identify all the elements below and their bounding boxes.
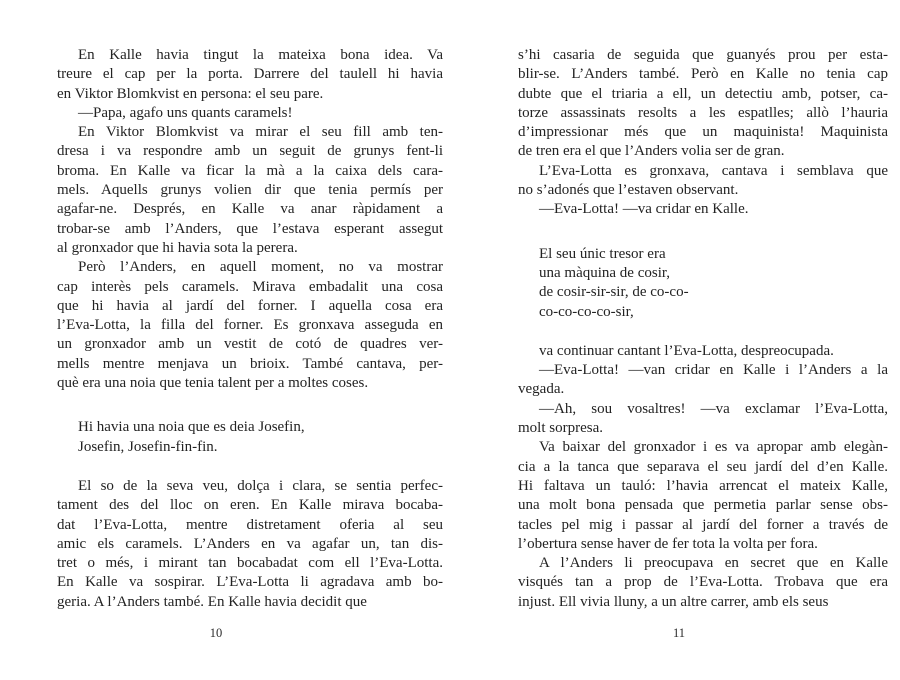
text-line: vegada. xyxy=(518,381,565,398)
text-line: tret o més, i mirant tan bocabadat com ell l’Eva-Lotta. xyxy=(57,555,443,572)
paragraph xyxy=(57,123,443,258)
text-line: cap interès pels caramels. Mirava embadalit una cosa xyxy=(57,278,443,295)
text-line: mells mentre menjava un brioix. També cantava, per- xyxy=(57,355,443,372)
text-line: injust. Ell vivia lluny, a un altre carrer, amb els seus xyxy=(518,593,829,610)
paragraph xyxy=(57,104,443,123)
text-line: torze assassinats resolts a les espatlles; allò l’hauria xyxy=(518,104,888,121)
text-line: què era una noia que tenia talent per a moltes coses. xyxy=(57,375,369,392)
text-line: al gronxador que hi havia sota la perera. xyxy=(57,239,298,256)
paragraph xyxy=(57,46,443,104)
paragraph xyxy=(518,554,888,612)
text-line: un gronxador amb un vestit de cotó de quadres ver- xyxy=(57,336,443,353)
text-line: agafar-ne. Després, en Kalle va anar ràpidament a xyxy=(57,201,443,218)
text-line: geria. A l’Anders també. En Kalle havia decidit que xyxy=(57,593,367,610)
text-line: l’obertura sense haver de fer tota la volta per fora. xyxy=(518,535,818,552)
text-line: En Kalle havia tingut la mateixa bona idea. Va xyxy=(78,47,443,63)
text-line: —Eva-Lotta! —van cridar en Kalle i l’Anders a la xyxy=(539,362,888,379)
text-line: no s’adonés que l’estaven observant. xyxy=(518,182,739,199)
page-number-left: 10 xyxy=(209,626,223,640)
paragraph xyxy=(518,361,888,400)
text-line: dubte que el triaria a ell, un detectiu amb, potser, ca- xyxy=(518,85,888,102)
text-line: En Kalle va sospirar. L’Eva-Lotta li agradava amb bo- xyxy=(57,574,443,591)
text-line: amic els caramels. L’Anders en va agafar un, tan dis- xyxy=(57,535,443,552)
page-right-text-column xyxy=(518,46,888,612)
text-line: El seu únic tresor era xyxy=(539,245,666,262)
text-line: tament des del lloc on eren. En Kalle mirava bocaba- xyxy=(57,497,443,514)
text-line: L’Eva-Lotta es gronxava, cantava i semblava que xyxy=(539,162,888,179)
text-line: d’impressionar més que un maquinista! Maquinista xyxy=(518,124,888,141)
text-line: Hi havia una noia que es deia Josefin, xyxy=(78,419,305,436)
text-line: va continuar cantant l’Eva-Lotta, despreocupada. xyxy=(539,342,834,359)
text-line: mels. Aquells grunys volien dir que tenia permís per xyxy=(57,182,443,199)
text-line: l’Eva-Lotta, la filla del forner. Es gronxava asseguda en xyxy=(57,317,443,334)
text-line: El so de la seva veu, dolça i clara, se sentia perfec- xyxy=(78,477,443,494)
text-line: broma. En Kalle va ficar la mà a la caixa dels cara- xyxy=(57,162,443,179)
text-line: Va baixar del gronxador i es va apropar amb elegàn- xyxy=(539,439,888,456)
paragraph xyxy=(518,438,888,554)
text-line: —Papa, agafo uns quants caramels! xyxy=(78,104,293,121)
paragraph xyxy=(518,46,888,162)
text-line: cia a la tanca que separava el seu jardí del d’en Kalle. xyxy=(518,458,888,475)
text-line: blir-se. L’Anders també. Però en Kalle no tenia cap xyxy=(518,66,888,83)
text-line: dat l’Eva-Lotta, mentre distretament oferia al seu xyxy=(57,516,443,533)
text-line: dresa i va respondre amb un seguit de grunys fent-li xyxy=(57,143,443,160)
text-line: de tren era el que l’Anders volia ser de gran. xyxy=(518,143,785,160)
verse-block xyxy=(518,245,888,322)
page-left-text-column xyxy=(57,46,443,612)
paragraph xyxy=(518,400,888,439)
text-line: molt sorpresa. xyxy=(518,420,603,437)
text-line: visqués tan a prop de l’Eva-Lotta. Trobava que era xyxy=(518,574,888,591)
text-line: de cosir-sir-sir, de co-co- xyxy=(539,284,689,301)
paragraph xyxy=(518,342,888,361)
text-line: Josefin, Josefin-fin-fin. xyxy=(78,438,218,455)
text-line: s’hi casaria de seguida que guanyés prou per esta- xyxy=(518,47,888,63)
text-line: co-co-co-co-sir, xyxy=(539,303,634,320)
text-line: —Eva-Lotta! —va cridar en Kalle. xyxy=(539,201,749,218)
paragraph xyxy=(57,477,443,612)
text-line: A l’Anders li preocupava en secret que en Kalle xyxy=(539,555,888,572)
text-line: que hi havia al jardí del forner. I aquella cosa era xyxy=(57,297,443,314)
text-line: tacles pel mig i passar al jardí del forner a través de xyxy=(518,516,888,533)
paragraph xyxy=(518,162,888,201)
text-line: trobar-se amb l’Anders, que l’estava esperant assegut xyxy=(57,220,443,237)
verse-block xyxy=(57,418,443,457)
paragraph xyxy=(518,200,888,219)
text-line: —Ah, sou vosaltres! —va exclamar l’Eva-Lotta, xyxy=(539,400,888,417)
text-line: treure el cap per la porta. Darrere del taulell hi havia xyxy=(57,66,443,83)
text-line: una molt bona pensada que permetia parlar sense obs- xyxy=(518,497,888,514)
paragraph xyxy=(57,258,443,393)
text-line: En Viktor Blomkvist va mirar el seu fill amb ten- xyxy=(78,124,443,141)
text-line: Hi faltava un tauló: l’havia arrencat el mateix Kalle, xyxy=(518,477,888,494)
text-line: Però l’Anders, en aquell moment, no va mostrar xyxy=(78,259,443,276)
page-number-right: 11 xyxy=(672,626,686,640)
text-line: una màquina de cosir, xyxy=(539,264,671,281)
text-line: en Viktor Blomkvist en persona: el seu pare. xyxy=(57,85,324,102)
